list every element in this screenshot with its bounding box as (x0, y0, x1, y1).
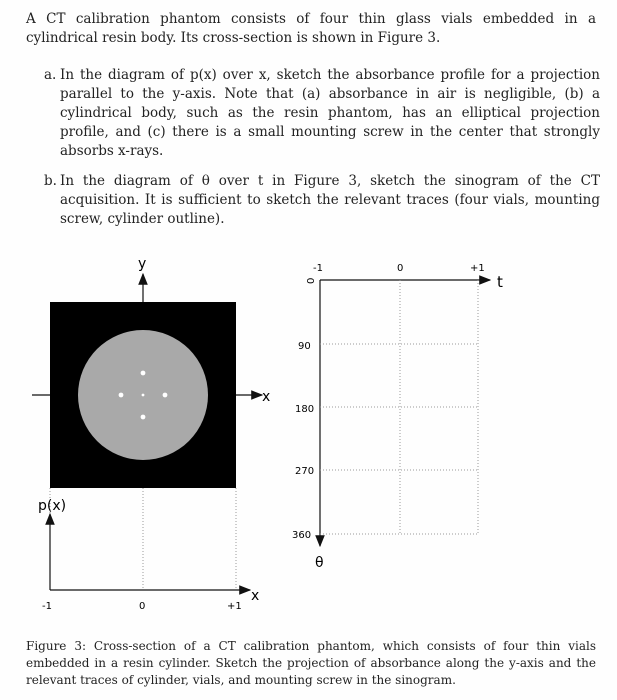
theta-tick-0: 0 (306, 277, 317, 284)
y-axis-label: y (138, 256, 147, 272)
vial-right (163, 393, 168, 398)
vial-bottom (141, 415, 146, 420)
theta-tick-270: 270 (295, 466, 315, 477)
mounting-screw (142, 394, 145, 397)
t-tick-0: 0 (397, 263, 404, 274)
sinogram-plot (292, 263, 503, 571)
t-tick-plus1: +1 (470, 263, 485, 274)
t-axis-label: t (497, 273, 503, 291)
x-axis-label: x (262, 389, 271, 405)
profile-tick-0: 0 (139, 601, 146, 612)
vial-top (141, 371, 146, 376)
phantom-cross-section (32, 256, 270, 488)
theta-tick-90: 90 (298, 341, 311, 352)
t-tick-minus1: -1 (313, 263, 323, 274)
profile-plot (38, 488, 259, 612)
profile-tick-minus1: -1 (42, 601, 52, 612)
question-b-text: In the diagram of θ over t in Figure 3, sketch the sinogram of the CT acquisition. It is sufficient to sketch the relevant traces (four vials, mounting screw, cylinder outline). (60, 173, 600, 227)
intro-paragraph: A CT calibration phantom consists of four thin glass vials embedded in a cylindrical resin body. Its cross-section is shown in Figure 3. (26, 11, 596, 46)
figure-caption: Figure 3: Cross-section of a CT calibration phantom, which consists of four thin vials embedded in a resin cylinder. Sketch the projection of absorbance along the y-axis and the relevant traces of cylinder, vials, and mounting screw in the sinogram. (26, 639, 596, 687)
question-a-text: In the diagram of p(x) over x, sketch the absorbance profile for a projection parallel to the y-axis. Note that (a) absorbance in air is negligible, (b) a cylindrical body, such as the resin phantom, has an elliptical projection profile, and (c) there is a small mounting screw in the center that strongly absorbs x-rays. (60, 67, 600, 159)
vial-left (119, 393, 124, 398)
theta-tick-360: 360 (292, 530, 312, 541)
p-axis-label: p(x) (38, 498, 67, 514)
question-a-label: a. (44, 67, 57, 83)
theta-tick-180: 180 (295, 404, 315, 415)
sinogram-grid (320, 280, 478, 534)
profile-tick-plus1: +1 (227, 601, 242, 612)
theta-axis-label: θ (315, 555, 324, 571)
question-b-label: b. (44, 173, 57, 189)
profile-x-axis-label: x (251, 588, 260, 604)
